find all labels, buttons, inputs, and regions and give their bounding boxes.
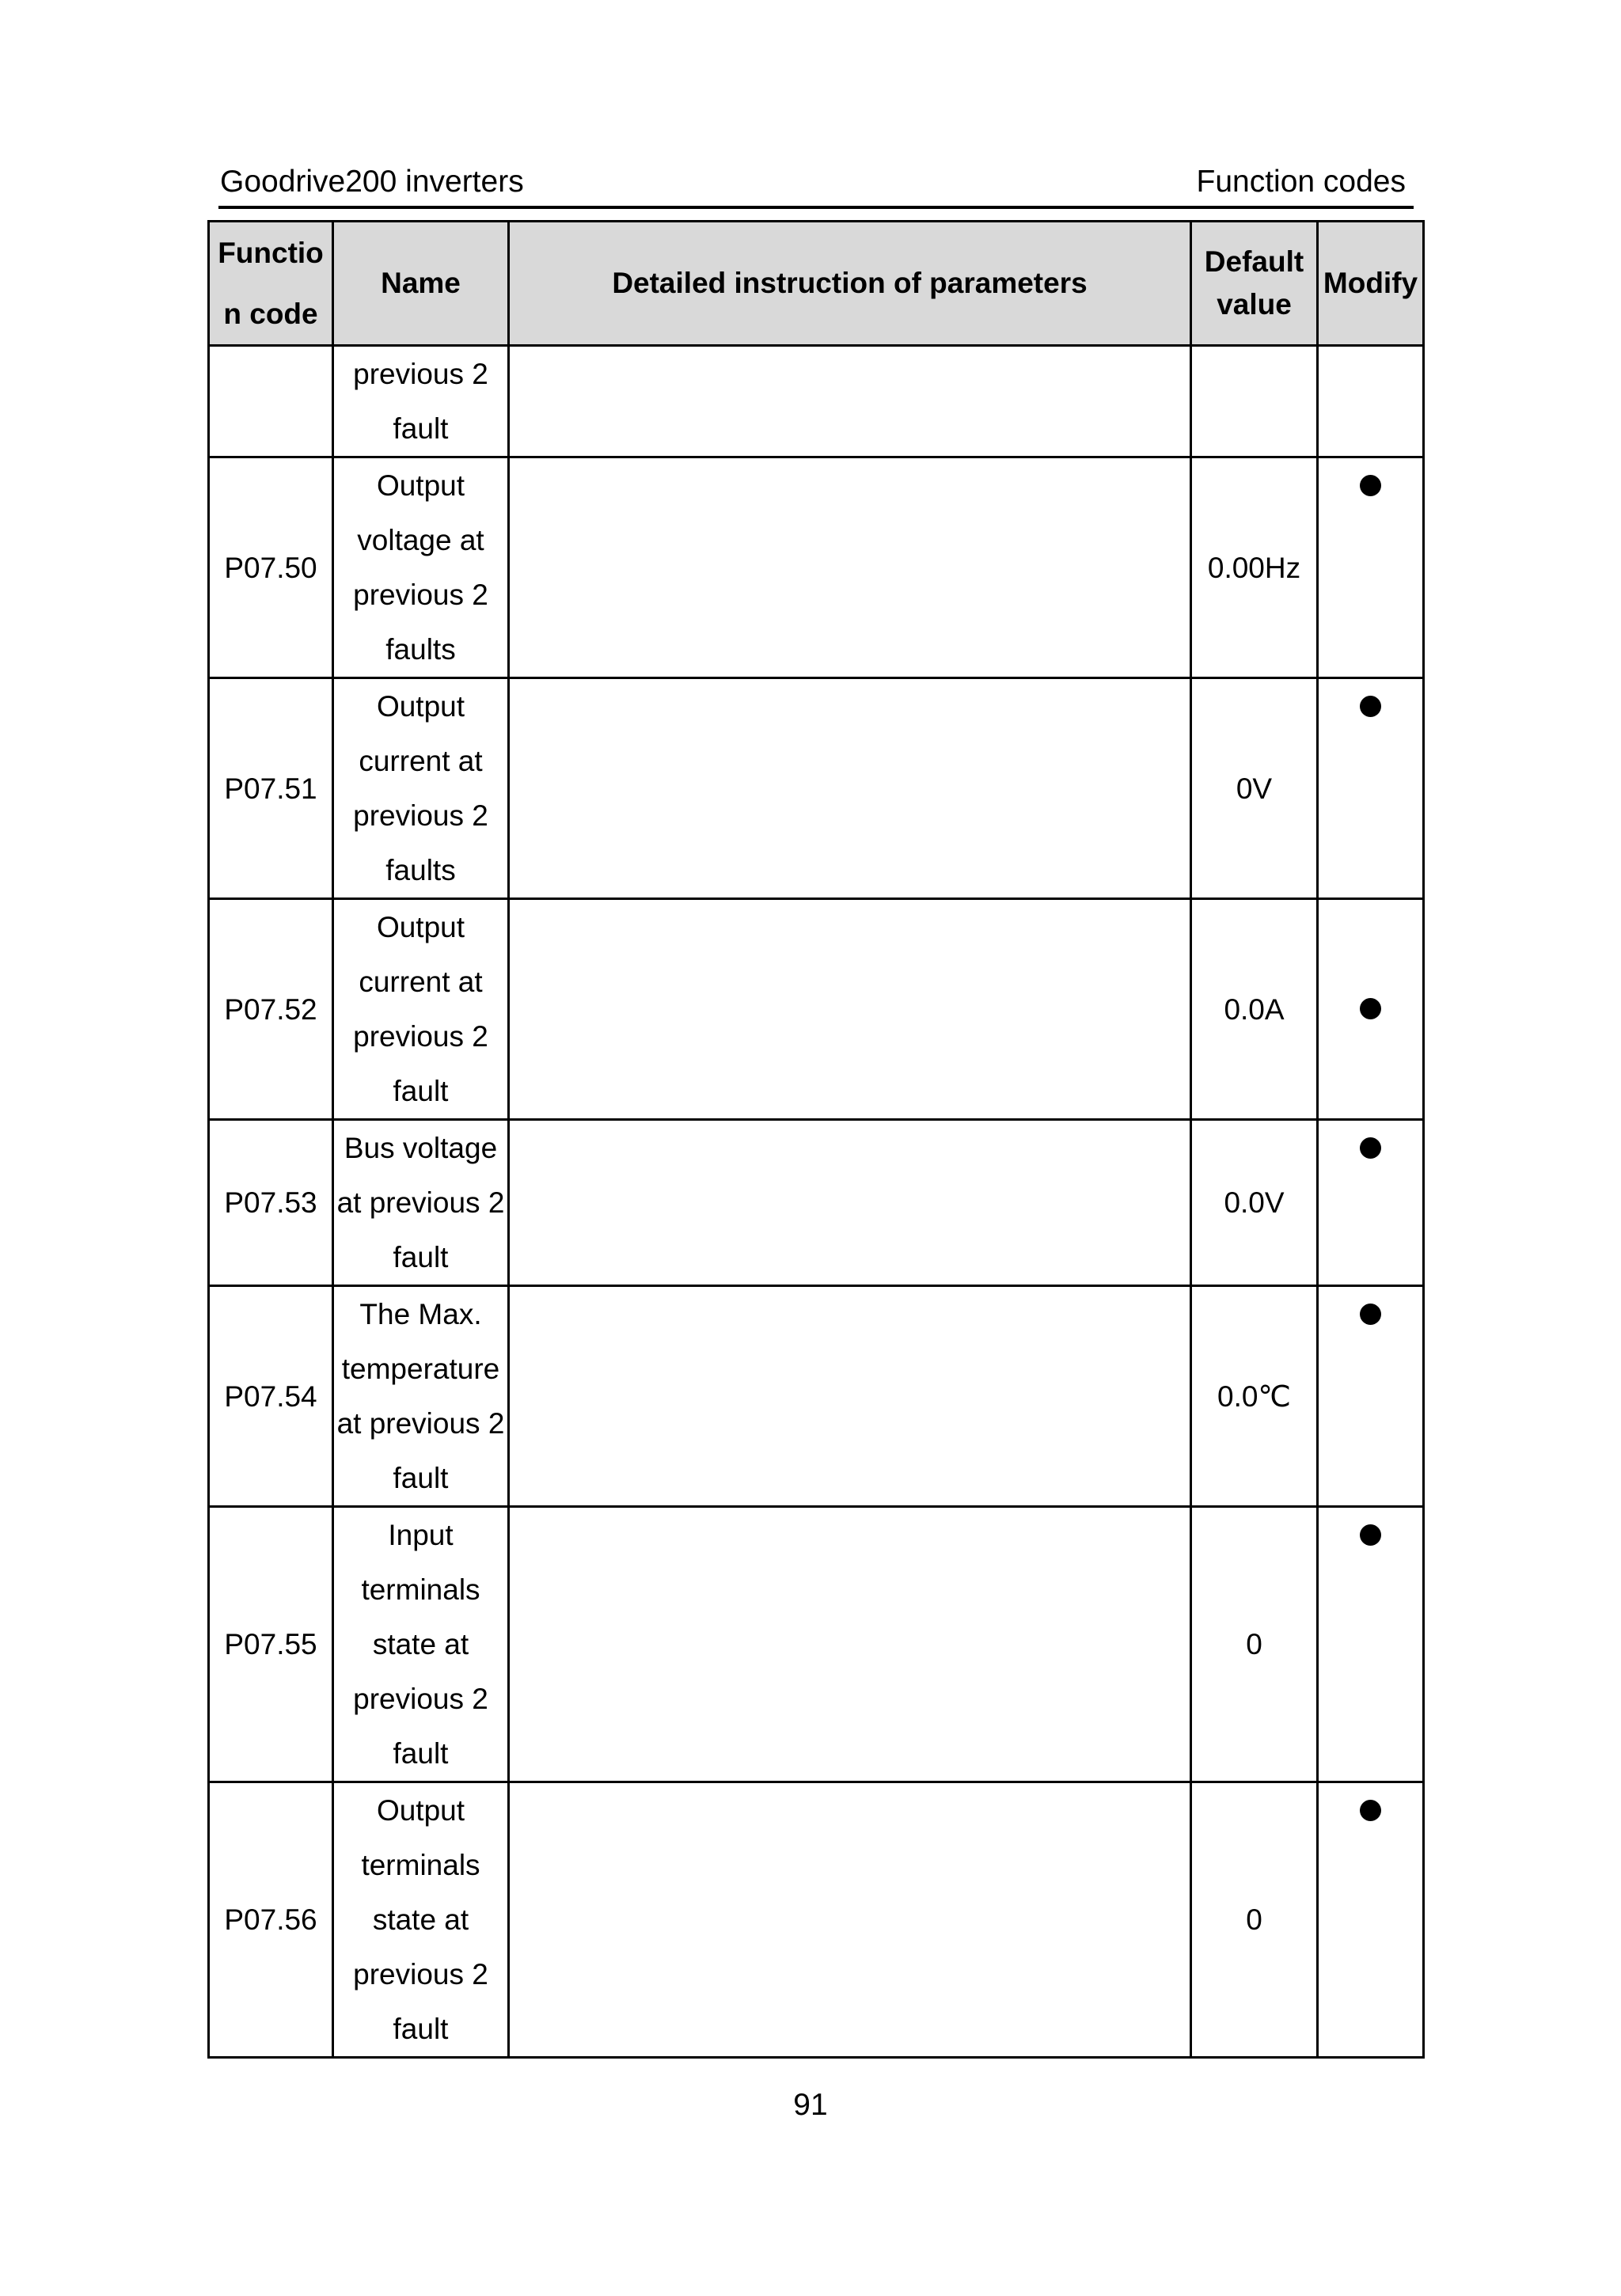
detail-instruction-cell [509, 1782, 1191, 2058]
function-code-cell: P07.51 [209, 678, 333, 899]
column-header-default-value: Default value [1191, 222, 1318, 346]
page-number: 91 [793, 2088, 828, 2122]
modify-cell [1318, 1782, 1424, 2058]
modify-cell [1318, 899, 1424, 1120]
column-header-modify: Modify [1318, 222, 1424, 346]
modify-cell [1318, 1507, 1424, 1782]
function-code-cell: P07.52 [209, 899, 333, 1120]
parameter-name-cell: previous 2 fault [333, 346, 509, 457]
header-product-title: Goodrive200 inverters [220, 165, 524, 199]
filled-circle-icon [1360, 998, 1381, 1019]
column-header-name: Name [333, 222, 509, 346]
filled-circle-icon [1360, 696, 1381, 717]
table-row [209, 678, 1424, 899]
table-row [209, 457, 1424, 678]
table-header-row [209, 222, 1424, 346]
table-row [209, 1507, 1424, 1782]
page-header [218, 161, 1414, 209]
parameter-name-cell: Bus voltage at previous 2 fault [333, 1120, 509, 1286]
default-value-cell: 0V [1191, 678, 1318, 899]
function-code-cell: P07.55 [209, 1507, 333, 1782]
default-value-cell: 0.0A [1191, 899, 1318, 1120]
function-code-cell: P07.53 [209, 1120, 333, 1286]
modify-cell [1318, 457, 1424, 678]
default-value-cell: 0.0℃ [1191, 1286, 1318, 1507]
filled-circle-icon [1360, 475, 1381, 496]
filled-circle-icon [1360, 1800, 1381, 1821]
parameter-name-cell: The Max. temperature at previous 2 fault [333, 1286, 509, 1507]
column-header-detail: Detailed instruction of parameters [509, 222, 1191, 346]
function-code-table [207, 220, 1425, 2059]
default-value-cell [1191, 346, 1318, 457]
function-code-cell: P07.50 [209, 457, 333, 678]
default-value-cell: 0.00Hz [1191, 457, 1318, 678]
default-value-cell: 0 [1191, 1507, 1318, 1782]
table-row [209, 1120, 1424, 1286]
modify-cell [1318, 346, 1424, 457]
parameter-name-cell: Input terminals state at previous 2 fault [333, 1507, 509, 1782]
parameter-name-cell: Output current at previous 2 faults [333, 678, 509, 899]
detail-instruction-cell [509, 678, 1191, 899]
filled-circle-icon [1360, 1524, 1381, 1546]
function-code-cell: P07.56 [209, 1782, 333, 2058]
header-section-title: Function codes [1196, 165, 1406, 199]
filled-circle-icon [1360, 1137, 1381, 1159]
table-row [209, 1782, 1424, 2058]
table-row [209, 346, 1424, 457]
parameter-name-cell: Output terminals state at previous 2 fault [333, 1782, 509, 2058]
modify-cell [1318, 1286, 1424, 1507]
filled-circle-icon [1360, 1304, 1381, 1325]
column-header-function-code: Functio n code [209, 222, 333, 346]
parameter-name-cell: Output voltage at previous 2 faults [333, 457, 509, 678]
detail-instruction-cell [509, 457, 1191, 678]
detail-instruction-cell [509, 1286, 1191, 1507]
modify-cell [1318, 1120, 1424, 1286]
table-row [209, 899, 1424, 1120]
function-code-cell: P07.54 [209, 1286, 333, 1507]
detail-instruction-cell [509, 1120, 1191, 1286]
table-row [209, 1286, 1424, 1507]
detail-instruction-cell [509, 1507, 1191, 1782]
detail-instruction-cell [509, 899, 1191, 1120]
default-value-cell: 0 [1191, 1782, 1318, 2058]
default-value-cell: 0.0V [1191, 1120, 1318, 1286]
detail-instruction-cell [509, 346, 1191, 457]
function-code-cell [209, 346, 333, 457]
modify-cell [1318, 678, 1424, 899]
parameter-name-cell: Output current at previous 2 fault [333, 899, 509, 1120]
